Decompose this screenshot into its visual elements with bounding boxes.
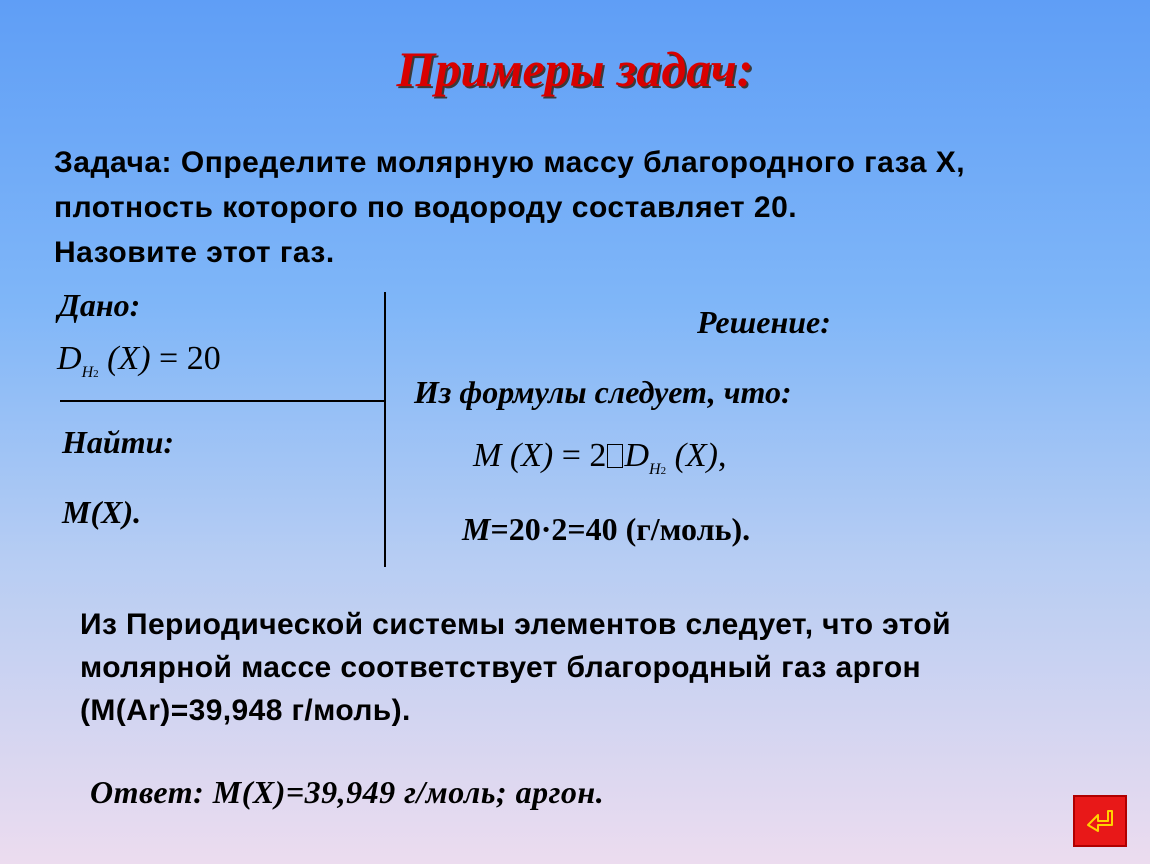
return-button[interactable] [1073,795,1127,847]
density-subscript: H2 [649,461,667,478]
periodic-line: (M(Ar)=39,948 г/моль). [80,694,411,727]
molar-mass-symbol: M [473,437,502,474]
formula-multiplier: = 2 [553,437,607,474]
density-argument: (X) [674,437,718,474]
return-arrow-icon [1082,803,1118,839]
find-label: Найти: [62,424,175,460]
task-line: плотность которого по водороду составляет 20. [54,191,798,224]
density-value: = 20 [150,340,221,377]
given-divider [60,400,385,402]
density-argument: (X) [107,340,151,377]
calc-symbol: M [462,511,491,547]
molar-mass-argument: (X) [509,437,554,474]
formula-comma: , [717,437,727,474]
periodic-line: Из Периодической системы элементов следует, что этой [80,608,951,641]
formula-intro: Из формулы следует, что: [414,374,792,410]
density-symbol: D [57,340,82,377]
density-subscript: H2 [81,364,99,381]
given-label: Дано: [58,287,141,323]
molar-mass-formula [473,437,726,479]
missing-glyph-box [607,444,623,468]
density-symbol: D [624,437,649,474]
slide-title: Примеры задач: [396,41,754,97]
find-value: M(X). [62,494,142,530]
given-density-formula [57,340,221,382]
column-divider [384,292,386,567]
calculation-line [462,511,750,548]
answer-line: Ответ: M(X)=39,949 г/моль; аргон. [90,774,605,810]
periodic-table-conclusion [80,603,951,732]
solution-label: Решение: [697,304,831,340]
periodic-line: молярной массе соответствует благородный газ аргон [80,651,922,684]
task-statement [54,140,965,275]
task-line: Назовите этот газ. [54,236,335,269]
calc-result: =20·2=40 (г/моль). [490,511,751,547]
task-line: Задача: Определите молярную массу благородного газа Х, [54,146,966,179]
